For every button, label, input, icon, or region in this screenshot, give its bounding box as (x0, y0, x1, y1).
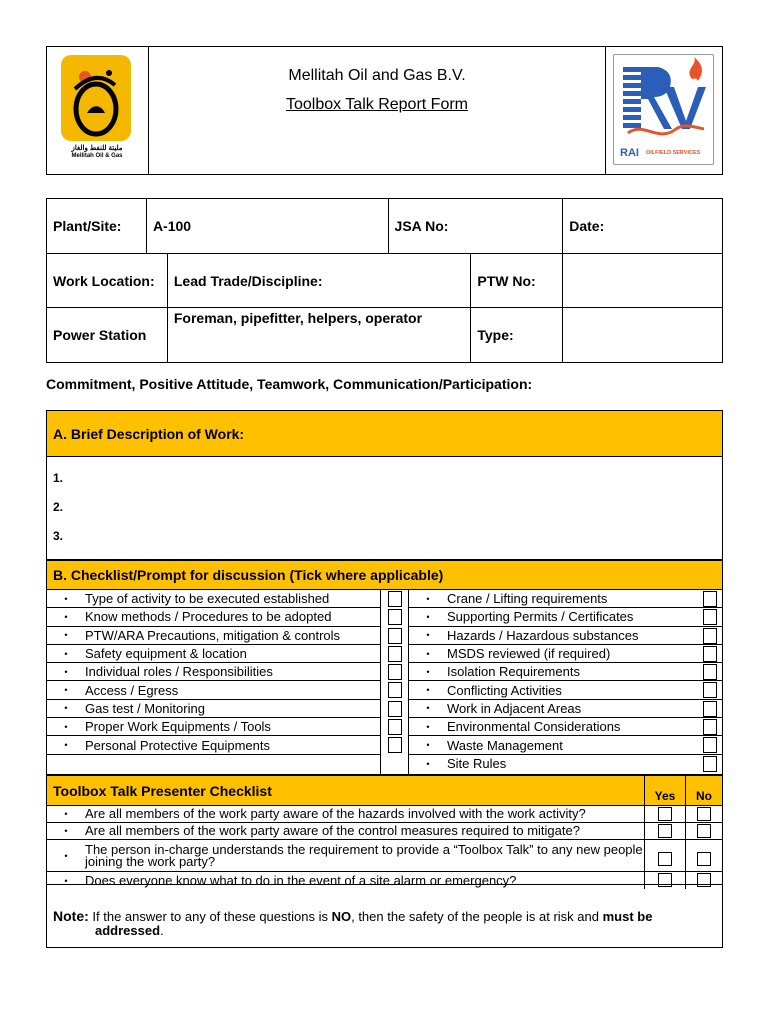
rai-logo-tagline: OILFIELD SERVICES (646, 150, 701, 156)
checklist-row (409, 755, 723, 773)
jsa-no-label[interactable]: JSA No: (388, 199, 563, 254)
header-title-block (149, 47, 605, 174)
bullet-icon: • (64, 611, 68, 622)
checklist-row (47, 681, 380, 699)
checklist-item-label: Environmental Considerations (447, 719, 621, 735)
presenter-question-text: Are all members of the work party aware of the hazards involved with the work activity? (85, 806, 586, 821)
checklist-checkbox[interactable] (703, 737, 717, 753)
checklist-item-label: Proper Work Equipments / Tools (85, 719, 271, 735)
bullet-icon: • (426, 721, 430, 732)
commitment-heading: Commitment, Positive Attitude, Teamwork, Communication/Participation: (46, 376, 533, 392)
no-column-label: No (696, 789, 712, 803)
description-item-2[interactable]: 2. (53, 500, 64, 514)
bullet-icon: • (426, 648, 430, 659)
section-b-title: B. Checklist/Prompt for discussion (Tick where applicable) (47, 560, 722, 590)
lead-trade-value[interactable]: Foreman, pipefitter, helpers, operator (167, 308, 471, 363)
checklist-checkbox[interactable] (703, 591, 717, 607)
note-text-1: If the answer to any of these questions is (88, 909, 332, 924)
bullet-icon: • (426, 593, 430, 604)
checklist-item-label: Individual roles / Responsibilities (85, 664, 273, 680)
checklist-checkbox[interactable] (703, 664, 717, 680)
no-checkbox[interactable] (697, 807, 711, 821)
checklist-row (47, 736, 380, 754)
bullet-icon: • (64, 685, 68, 696)
rai-logo (605, 47, 722, 174)
checklist-row (409, 608, 723, 626)
no-checkbox[interactable] (697, 824, 711, 838)
company-name: Mellitah Oil and Gas B.V. (288, 67, 466, 84)
checklist-item-label: Safety equipment & location (85, 646, 247, 662)
checklist-row (47, 700, 380, 718)
presenter-checklist-header (47, 776, 722, 806)
checklist-checkbox[interactable] (703, 609, 717, 625)
checklist-checkbox[interactable] (703, 646, 717, 662)
checklist-row (409, 590, 723, 608)
bullet-icon: • (426, 685, 430, 696)
checklist-item-label: Know methods / Procedures to be adopted (85, 609, 332, 625)
checklist-checkbox[interactable] (703, 756, 717, 772)
checklist-row (409, 700, 723, 718)
work-location-label: Work Location: (47, 254, 168, 308)
note-must-be: must be (602, 909, 653, 924)
description-item-1[interactable]: 1. (53, 471, 64, 485)
note-period: . (160, 923, 164, 938)
bullet-icon: • (64, 593, 68, 604)
note-label: Note: (53, 908, 89, 924)
checklist-item-label: Supporting Permits / Certificates (447, 609, 634, 625)
bullet-icon: • (426, 703, 430, 714)
checklist-row (47, 627, 380, 645)
bullet-icon: • (64, 875, 68, 886)
date-label[interactable]: Date: (563, 199, 723, 254)
checklist-checkbox[interactable] (703, 701, 717, 717)
mellitah-logo-arabic: مليتة للنفط والغاز (71, 145, 123, 152)
checklist-row (47, 608, 380, 626)
bullet-icon: • (426, 758, 430, 769)
checklist-item-label: Site Rules (447, 756, 507, 772)
bullet-icon: • (64, 703, 68, 714)
checklist-row (47, 645, 380, 663)
presenter-checklist-title: Toolbox Talk Presenter Checklist (47, 776, 645, 805)
presenter-question-text: Does everyone know what to do in the event of a site alarm or emergency? (85, 872, 517, 888)
ptw-no-field[interactable] (563, 254, 723, 308)
rai-logo-text: RAI (620, 147, 639, 159)
presenter-question-text: The person in-charge understands the requirement to provide a “Toolbox Talk” to any new people joining the work party? (85, 841, 643, 869)
bullet-icon: • (64, 630, 68, 641)
presenter-checklist (46, 775, 723, 888)
checklist-checkbox[interactable] (703, 628, 717, 644)
no-cell (686, 840, 722, 871)
presenter-question-text: Are all members of the work party aware of the control measures required to mitigate? (85, 823, 580, 838)
note-no-word: NO (331, 909, 352, 924)
work-info-table (46, 198, 723, 362)
presenter-question-cell (47, 806, 645, 822)
bullet-icon: • (64, 721, 68, 732)
checklist-left-column (47, 590, 381, 774)
bullet-icon: • (64, 648, 68, 659)
checklist-row (409, 718, 723, 736)
bullet-icon: • (426, 740, 430, 751)
note-addressed: addressed (95, 923, 161, 938)
checklist-item-label: Hazards / Hazardous substances (447, 627, 639, 643)
checklist-checkbox[interactable] (703, 682, 717, 698)
checklist-row (47, 590, 380, 608)
bullet-icon: • (426, 630, 430, 641)
checklist-item-label: Personal Protective Equipments (85, 737, 270, 753)
description-item-3[interactable]: 3. (53, 529, 64, 543)
no-cell (686, 823, 722, 839)
yes-column-label: Yes (645, 776, 686, 805)
type-label: Type: (471, 308, 563, 363)
checklist-item-label: Crane / Lifting requirements (447, 591, 608, 607)
checklist-item-label: MSDS reviewed (if required) (447, 646, 611, 662)
checklist-checkbox[interactable] (703, 719, 717, 735)
type-field[interactable] (563, 308, 723, 363)
bullet-icon: • (64, 826, 68, 836)
lead-trade-label: Lead Trade/Discipline: (167, 254, 471, 308)
note-box (46, 884, 723, 948)
presenter-question-cell (47, 840, 645, 871)
presenter-question-row (47, 823, 722, 840)
plant-site-label: Plant/Site: (47, 199, 147, 254)
checklist-item-label: Work in Adjacent Areas (447, 700, 582, 716)
presenter-question-cell (47, 823, 645, 839)
power-station-value[interactable]: Power Station (47, 308, 168, 363)
checklist-item-label: Gas test / Monitoring (85, 700, 205, 716)
presenter-question-row (47, 806, 722, 823)
section-a-brief-description (46, 410, 723, 560)
checklist-item-label: PTW/ARA Precautions, mitigation & controls (85, 627, 341, 643)
section-a-title: A. Brief Description of Work: (47, 411, 722, 457)
form-header (46, 46, 723, 175)
checklist-item-label: Waste Management (447, 737, 563, 753)
no-cell (686, 806, 722, 822)
rv-logo-icon (614, 57, 713, 147)
checklist-item-label: Type of activity to be executed established (85, 591, 330, 607)
bullet-icon: • (64, 666, 68, 677)
note-text-2: , then the safety of the people is at risk and (351, 909, 603, 924)
checklist-row (409, 645, 723, 663)
checklist-item-label: Isolation Requirements (447, 664, 580, 680)
presenter-question-row (47, 840, 722, 872)
checklist-right-column (409, 590, 723, 774)
form-title: Toolbox Talk Report Form (286, 96, 468, 113)
no-checkbox[interactable] (697, 852, 711, 866)
checklist-item-label: Access / Egress (85, 682, 179, 698)
yes-checkbox[interactable] (658, 824, 672, 838)
checklist-row (47, 718, 380, 736)
checklist-item-label: Conflicting Activities (447, 682, 562, 698)
yes-cell (645, 840, 686, 871)
bullet-icon: • (64, 740, 68, 751)
checklist-row (409, 681, 723, 699)
presenter-questions (47, 806, 722, 889)
yes-cell (645, 806, 686, 822)
bullet-icon: • (64, 850, 68, 861)
checklist-left-checkbox-column (381, 590, 409, 774)
yes-cell (645, 823, 686, 839)
yes-checkbox[interactable] (658, 807, 672, 821)
bullet-icon: • (426, 666, 430, 677)
mellitah-logo-caption: Mellitah Oil & Gas (71, 153, 123, 159)
ptw-no-label: PTW No: (471, 254, 563, 308)
checklist-row (47, 755, 380, 773)
plant-site-value[interactable]: A-100 (146, 199, 388, 254)
checklist-row (47, 663, 380, 681)
checklist-row (409, 663, 723, 681)
rai-logo-frame (613, 54, 714, 165)
section-b-checklist (46, 560, 723, 775)
yes-checkbox[interactable] (658, 852, 672, 866)
bullet-icon: • (426, 611, 430, 622)
checklist-row (409, 627, 723, 645)
bullet-icon: • (64, 809, 68, 819)
checklist-row (409, 736, 723, 754)
mellitah-logo (47, 47, 149, 174)
